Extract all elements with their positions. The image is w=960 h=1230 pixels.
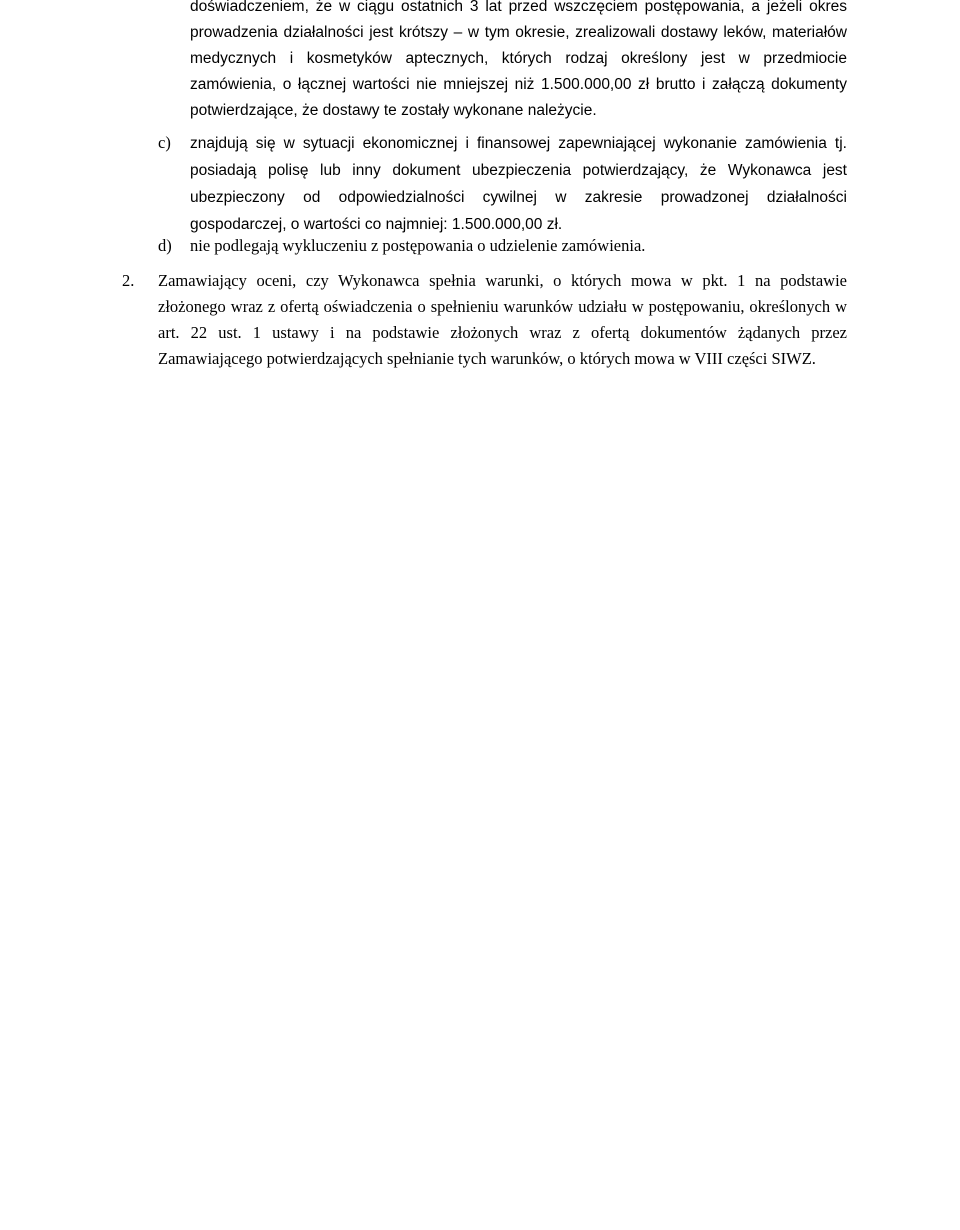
item-d-text: nie podlegają wykluczeniu z postępowania o udzielenie zamówienia. (190, 236, 646, 255)
item-c-marker: c) (158, 133, 171, 152)
item-d-marker: d) (158, 236, 172, 255)
intro-paragraph: doświadczeniem, że w ciągu ostatnich 3 lat przed wszczęciem postępowania, a jeżeli okres prowadzenia działalności jest krótszy – w tym okresie, zrealizowali dostawy leków, materiałów medycznych i kosmetyków aptecznych, których rodzaj określony jest w przedmiocie zamówienia, o łącznej wartości nie mniejszej niż 1.500.000,00 zł brutto i załączą dokumenty potwierdzające, że dostawy te zostały wykonane należycie. (190, 0, 847, 119)
item-c-content: znajdują się w sytuacji ekonomicznej i finansowej zapewniającej wykonanie zamówienia tj. posiadają polisę lub inny dokument ubezpieczenia potwierdzający, że Wykonawca jest ubezpieczony od odpowiedzialności cywilnej w zakresie prowadzonej działalności gospodarczej, o wartości co najmniej: 1.500.000,00 zł. (190, 135, 847, 233)
item-c-text (190, 130, 847, 238)
point-2-number: 2. (122, 271, 135, 290)
point-2-text: Zamawiający oceni, czy Wykonawca spełnia warunki, o których mowa w pkt. 1 na podstawie złożonego wraz z ofertą oświadczenia o spełnieniu warunków udziału w postępowaniu, określonych w art. 22 ust. 1 ustawy i na podstawie złożonych wraz z ofertą dokumentów żądanych przez Zamawiającego potwierdzających spełnianie tych warunków, o których mowa w VIII części SIWZ. (158, 271, 847, 368)
